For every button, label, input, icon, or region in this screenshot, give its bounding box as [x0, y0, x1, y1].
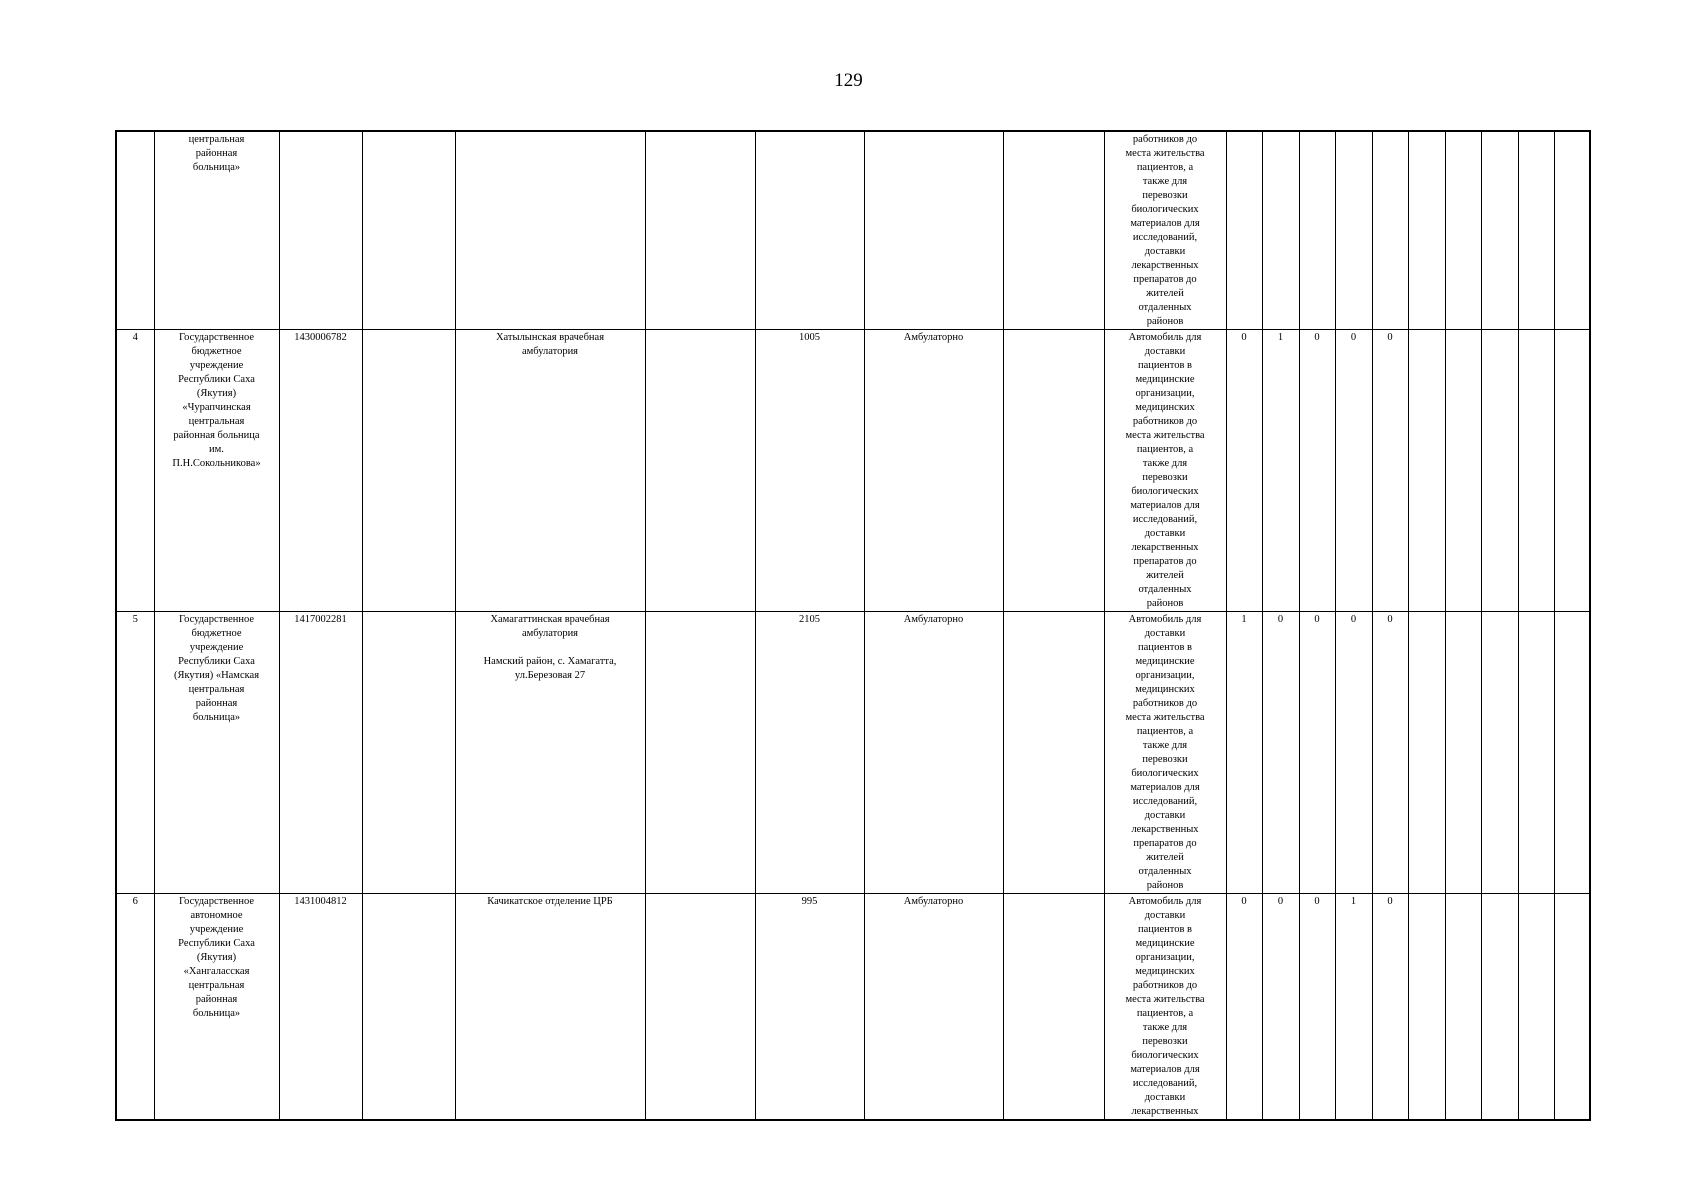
- table-row: [116, 330, 1590, 612]
- value-cell-4: 0: [1335, 612, 1372, 894]
- empty-cell: [645, 131, 755, 330]
- organization-cell: Государственное бюджетное учреждение Республики Саха (Якутия) «Чурапчинская центральная районная больница им. П.Н.Сокольникова»: [154, 330, 279, 612]
- care-mode-cell: Амбулаторно: [864, 894, 1003, 1121]
- organization-cell: центральная районная больница»: [154, 131, 279, 330]
- value-cell-5: 0: [1372, 894, 1408, 1121]
- facility-cell: [455, 131, 645, 330]
- page-number: 129: [834, 70, 863, 91]
- empty-cell: [645, 330, 755, 612]
- empty-cell: [1481, 894, 1518, 1121]
- population-cell: 2105: [755, 612, 864, 894]
- address-gap: [458, 641, 643, 655]
- vehicle-purpose-cell: Автомобиль для доставки пациентов в медицинские организации, медицинских работников до места жительства пациентов, а также для перевозки биологических материалов для исследований, доставки лекарственных препаратов до жителей отдаленных районов: [1104, 612, 1226, 894]
- value-cell-2: [1262, 131, 1299, 330]
- facility-name: Хатылынская врачебная амбулатория: [495, 332, 605, 357]
- value-cell-3: 0: [1299, 330, 1335, 612]
- care-mode-cell: Амбулаторно: [864, 612, 1003, 894]
- value-cell-2: 0: [1262, 612, 1299, 894]
- empty-cell: [1003, 330, 1104, 612]
- value-cell-3: 0: [1299, 612, 1335, 894]
- table-row: [116, 894, 1590, 1121]
- empty-cell: [645, 612, 755, 894]
- empty-cell: [362, 131, 455, 330]
- empty-cell: [1445, 330, 1481, 612]
- value-cell-2: 0: [1262, 894, 1299, 1121]
- empty-cell: [362, 894, 455, 1121]
- empty-cell: [362, 612, 455, 894]
- empty-cell: [1554, 612, 1590, 894]
- value-cell-4: 0: [1335, 330, 1372, 612]
- empty-cell: [1445, 131, 1481, 330]
- population-cell: 1005: [755, 330, 864, 612]
- inn-cell: 1431004812: [279, 894, 362, 1121]
- empty-cell: [1408, 330, 1445, 612]
- value-cell-5: [1372, 131, 1408, 330]
- population-cell: [755, 131, 864, 330]
- empty-cell: [1481, 612, 1518, 894]
- value-cell-5: 0: [1372, 330, 1408, 612]
- care-mode-cell: [864, 131, 1003, 330]
- row-number-cell: 5: [116, 612, 154, 894]
- facility-cell: [455, 330, 645, 612]
- value-cell-1: [1226, 131, 1262, 330]
- inn-cell: 1430006782: [279, 330, 362, 612]
- empty-cell: [1003, 131, 1104, 330]
- value-cell-1: 0: [1226, 330, 1262, 612]
- facility-name: Качикатское отделение ЦРБ: [487, 896, 613, 907]
- row-number-cell: [116, 131, 154, 330]
- value-cell-5: 0: [1372, 612, 1408, 894]
- empty-cell: [1554, 131, 1590, 330]
- empty-cell: [362, 330, 455, 612]
- empty-cell: [1518, 330, 1554, 612]
- vehicle-purpose-cell: работников до места жительства пациентов, а также для перевозки биологических материалов для исследований, доставки лекарственных препаратов до жителей отдаленных районов: [1104, 131, 1226, 330]
- value-cell-3: [1299, 131, 1335, 330]
- row-number-cell: 4: [116, 330, 154, 612]
- inn-cell: [279, 131, 362, 330]
- inn-cell: 1417002281: [279, 612, 362, 894]
- empty-cell: [1445, 894, 1481, 1121]
- organization-cell: Государственное автономное учреждение Республики Саха (Якутия) «Хангаласская центральная районная больница»: [154, 894, 279, 1121]
- facility-address: Намский район, с. Хамагатта, ул.Березовая 27: [483, 656, 617, 681]
- empty-cell: [1518, 894, 1554, 1121]
- value-cell-1: 0: [1226, 894, 1262, 1121]
- empty-cell: [1408, 612, 1445, 894]
- facility-cell: [455, 612, 645, 894]
- empty-cell: [1554, 894, 1590, 1121]
- empty-cell: [1481, 330, 1518, 612]
- value-cell-4: [1335, 131, 1372, 330]
- table-row: [116, 131, 1590, 330]
- empty-cell: [645, 894, 755, 1121]
- table-row: [116, 612, 1590, 894]
- facilities-table: [115, 130, 1591, 1121]
- empty-cell: [1003, 894, 1104, 1121]
- population-cell: 995: [755, 894, 864, 1121]
- value-cell-2: 1: [1262, 330, 1299, 612]
- empty-cell: [1445, 612, 1481, 894]
- value-cell-1: 1: [1226, 612, 1262, 894]
- vehicle-purpose-cell: Автомобиль для доставки пациентов в медицинские организации, медицинских работников до места жительства пациентов, а также для перевозки биологических материалов для исследований, доставки лекарственных: [1104, 894, 1226, 1121]
- empty-cell: [1408, 131, 1445, 330]
- empty-cell: [1554, 330, 1590, 612]
- row-number-cell: 6: [116, 894, 154, 1121]
- empty-cell: [1481, 131, 1518, 330]
- organization-cell: Государственное бюджетное учреждение Республики Саха (Якутия) «Намская центральная районная больница»: [154, 612, 279, 894]
- empty-cell: [1518, 612, 1554, 894]
- care-mode-cell: Амбулаторно: [864, 330, 1003, 612]
- empty-cell: [1408, 894, 1445, 1121]
- empty-cell: [1003, 612, 1104, 894]
- facility-cell: [455, 894, 645, 1121]
- empty-cell: [1518, 131, 1554, 330]
- vehicle-purpose-cell: Автомобиль для доставки пациентов в медицинские организации, медицинских работников до места жительства пациентов, а также для перевозки биологических материалов для исследований, доставки лекарственных препаратов до жителей отдаленных районов: [1104, 330, 1226, 612]
- facility-name: Хамагаттинская врачебная амбулатория: [490, 614, 610, 639]
- value-cell-4: 1: [1335, 894, 1372, 1121]
- value-cell-3: 0: [1299, 894, 1335, 1121]
